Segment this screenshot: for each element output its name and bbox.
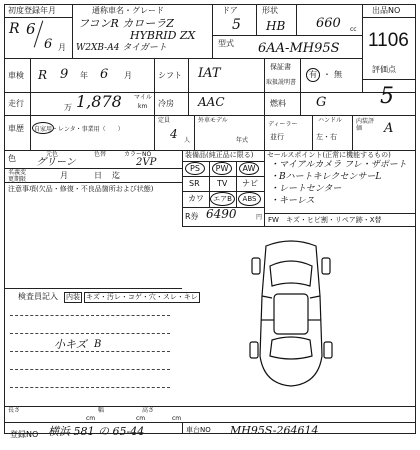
equipment-item xyxy=(236,191,264,207)
first-reg-month: 6 xyxy=(44,37,53,52)
divider xyxy=(264,58,265,150)
height-unit: cm xyxy=(172,415,182,422)
color-code-label: カラーNO xyxy=(124,151,152,158)
registration-value: 横浜 581 の 65-44 xyxy=(48,425,145,438)
notes-label: 注意事項(欠品・修復・不良品箇所および状態) xyxy=(8,185,154,193)
chassis-value: MH95S-264614 xyxy=(230,424,319,437)
equipment-item xyxy=(236,176,264,191)
divider xyxy=(296,4,297,35)
name-change-day: 日 xyxy=(94,171,102,180)
external-model-year: 年式 xyxy=(236,137,249,144)
divider xyxy=(194,115,195,150)
shaken-month-unit: 月 xyxy=(124,71,132,80)
divider xyxy=(256,4,257,35)
lot-number: 1106 xyxy=(368,30,409,51)
color-original-label: 元色 xyxy=(46,151,59,158)
divider xyxy=(4,182,182,183)
warranty-yes: 有 xyxy=(306,68,320,82)
equipment-item xyxy=(236,161,264,176)
height-label: 高さ xyxy=(142,407,155,414)
length-label: 長さ xyxy=(8,407,21,414)
equipment-title: 装備品(純正品に限る) xyxy=(185,151,254,159)
equipment-item xyxy=(209,176,236,191)
name-change-deadline: 迄 xyxy=(112,171,120,180)
fuel-label: 燃料 xyxy=(270,99,286,108)
displacement-unit: cc xyxy=(350,26,357,33)
dashed-rule xyxy=(10,387,170,388)
inspector-interior-key: 内装 xyxy=(66,293,80,301)
capacity-value: 4 xyxy=(170,127,178,141)
divider xyxy=(4,406,416,407)
doors-label: ドア xyxy=(222,6,238,15)
score-value: 5 xyxy=(380,84,394,109)
divider xyxy=(264,150,265,226)
mileage-man-unit: 万 xyxy=(64,103,72,112)
inspector-interior-text: キズ・汚レ・コゲ・穴・スレ・キレ xyxy=(86,293,198,301)
dashed-rule xyxy=(10,333,170,334)
doors-value: 5 xyxy=(232,17,241,33)
divider xyxy=(72,4,73,58)
equipment-item xyxy=(182,161,209,176)
first-reg-year: 6 xyxy=(26,20,36,38)
divider xyxy=(212,35,362,36)
equipment-label: エアB xyxy=(210,192,235,206)
divider xyxy=(188,92,189,115)
fuel-value: G xyxy=(316,95,327,110)
color-label: 色 xyxy=(8,154,16,163)
first-reg-month-unit: 月 xyxy=(58,43,66,52)
divider xyxy=(264,213,416,214)
chassis-label: 車台NO xyxy=(186,426,211,434)
width-label: 幅 xyxy=(98,407,105,414)
shaken-era: R xyxy=(38,68,48,82)
divider xyxy=(4,168,182,169)
dealer-label: ディーラー xyxy=(268,121,298,128)
warranty-no: 無 xyxy=(334,70,342,79)
fw-label: FW xyxy=(268,216,279,224)
external-model-label: 外車モデル xyxy=(198,117,228,124)
divider xyxy=(4,17,72,18)
divider xyxy=(4,422,416,423)
warranty-separator: ・ xyxy=(323,70,331,79)
color-change-label: 色替 xyxy=(94,151,107,158)
divider xyxy=(30,58,31,150)
shift-label: シフト xyxy=(158,71,182,80)
length-unit: cm xyxy=(86,415,96,422)
sales-point-item: ・マイアルカメラ フレ・ザポート xyxy=(270,160,407,170)
capacity-unit: 人 xyxy=(184,137,191,144)
divider xyxy=(300,58,301,92)
divider xyxy=(212,4,213,58)
sales-points-list xyxy=(270,161,407,206)
damage-legend: キズ・ヒビ割・リペア跡・X替 xyxy=(286,216,382,224)
interior-score-label: 内装評価 xyxy=(356,118,375,132)
divider xyxy=(4,288,182,289)
equipment-label: SR xyxy=(189,179,200,188)
equipment-item xyxy=(182,176,209,191)
shaken-year-unit: 年 xyxy=(80,71,88,80)
recycle-unit: 円 xyxy=(256,214,263,221)
equipment-item xyxy=(209,191,236,207)
divider xyxy=(188,58,189,92)
shape-label: 形状 xyxy=(262,6,278,15)
sales-point-item: ・キーレス xyxy=(270,196,315,206)
sales-points-title: セールスポイント(正常に機能するもの) xyxy=(267,151,391,159)
handle-value: 左・右 xyxy=(316,133,337,141)
sales-point-item: ・レートセンター xyxy=(270,184,342,194)
shaken-year: 9 xyxy=(60,67,69,82)
dashed-rule xyxy=(10,351,170,352)
name-change-month: 月 xyxy=(60,171,68,180)
handle-label: ハンドル xyxy=(318,117,343,124)
dashed-rule xyxy=(10,315,170,316)
inspector-note: 小キズ xyxy=(54,338,87,351)
shaken-month: 6 xyxy=(100,67,109,82)
color-value: グリーン xyxy=(36,157,76,168)
divider xyxy=(362,17,416,18)
aircon-value: AAC xyxy=(198,95,225,109)
inspector-label: 検査員記入 xyxy=(18,292,58,301)
equipment-label: PW xyxy=(212,162,232,175)
displacement-value: 660 xyxy=(316,16,341,31)
mileage-label: 走行 xyxy=(8,99,24,108)
equipment-item xyxy=(182,191,209,207)
equipment-label: TV xyxy=(217,179,228,188)
divider xyxy=(362,79,416,80)
registration-label: 登録NO xyxy=(10,430,39,439)
equipment-label: ABS xyxy=(238,192,261,206)
warranty-label: 保証書 xyxy=(270,63,291,71)
recycle-value: 6490 xyxy=(206,207,237,221)
score-label: 評価点 xyxy=(372,65,396,74)
dashed-rule xyxy=(10,369,170,370)
model-value: 6AA-MH95S xyxy=(258,41,340,56)
divider xyxy=(182,226,416,227)
width-unit: cm xyxy=(136,415,146,422)
usage-label: 車歴 xyxy=(8,124,24,133)
divider xyxy=(154,58,155,150)
sales-point-item: ・BハートキレクセンサーL xyxy=(270,172,382,182)
vehicle-name-line3: W2XB-A4 タイガート xyxy=(76,43,167,53)
shaken-label: 車検 xyxy=(8,71,24,80)
name-change-label: 名義変更期限 xyxy=(8,169,27,183)
color-code-value: 2VP xyxy=(136,157,157,168)
equipment-label: AW xyxy=(239,162,259,175)
vehicle-name-label: 通称車名・グレード xyxy=(92,6,164,15)
divider xyxy=(352,115,416,116)
divider xyxy=(312,115,313,150)
equipment-label: ナビ xyxy=(242,179,258,188)
mileage-km-unit: km xyxy=(138,103,148,110)
first-reg-label: 初度登録年月 xyxy=(8,6,56,15)
first-reg-era: R xyxy=(9,21,20,37)
equipment-item xyxy=(209,161,236,176)
divider xyxy=(300,92,301,115)
vehicle-name-line2: HYBRID ZX xyxy=(130,29,196,42)
usage-options: 自家用・レンタ・事業用（ ） xyxy=(34,126,124,133)
equipment-label: カワ xyxy=(188,194,204,203)
shape-value: HB xyxy=(266,19,286,33)
vehicle-diagram xyxy=(246,236,336,390)
manual-label: 取扱説明書 xyxy=(266,79,297,86)
vehicle-name-line1: フコンR カローラZ xyxy=(78,17,174,30)
dealer-value: 並行 xyxy=(270,133,284,141)
recycle-label: R券 xyxy=(185,212,199,221)
divider xyxy=(352,115,353,150)
divider xyxy=(4,58,362,59)
divider xyxy=(182,422,183,434)
lot-label: 出品NO xyxy=(372,6,401,15)
interior-score-value: A xyxy=(384,121,394,136)
divider xyxy=(4,92,416,93)
divider xyxy=(4,115,362,116)
equipment-label: PS xyxy=(185,162,205,175)
inspector-note-grade: B xyxy=(94,339,102,350)
capacity-label: 定員 xyxy=(158,117,171,124)
aircon-label: 冷房 xyxy=(158,99,174,108)
private-use-circle xyxy=(32,122,54,134)
model-label: 型式 xyxy=(218,39,234,48)
mileage-value: 1,878 xyxy=(76,92,122,111)
mileage-mile-unit: マイル xyxy=(134,94,152,101)
shift-value: IAT xyxy=(198,66,221,81)
